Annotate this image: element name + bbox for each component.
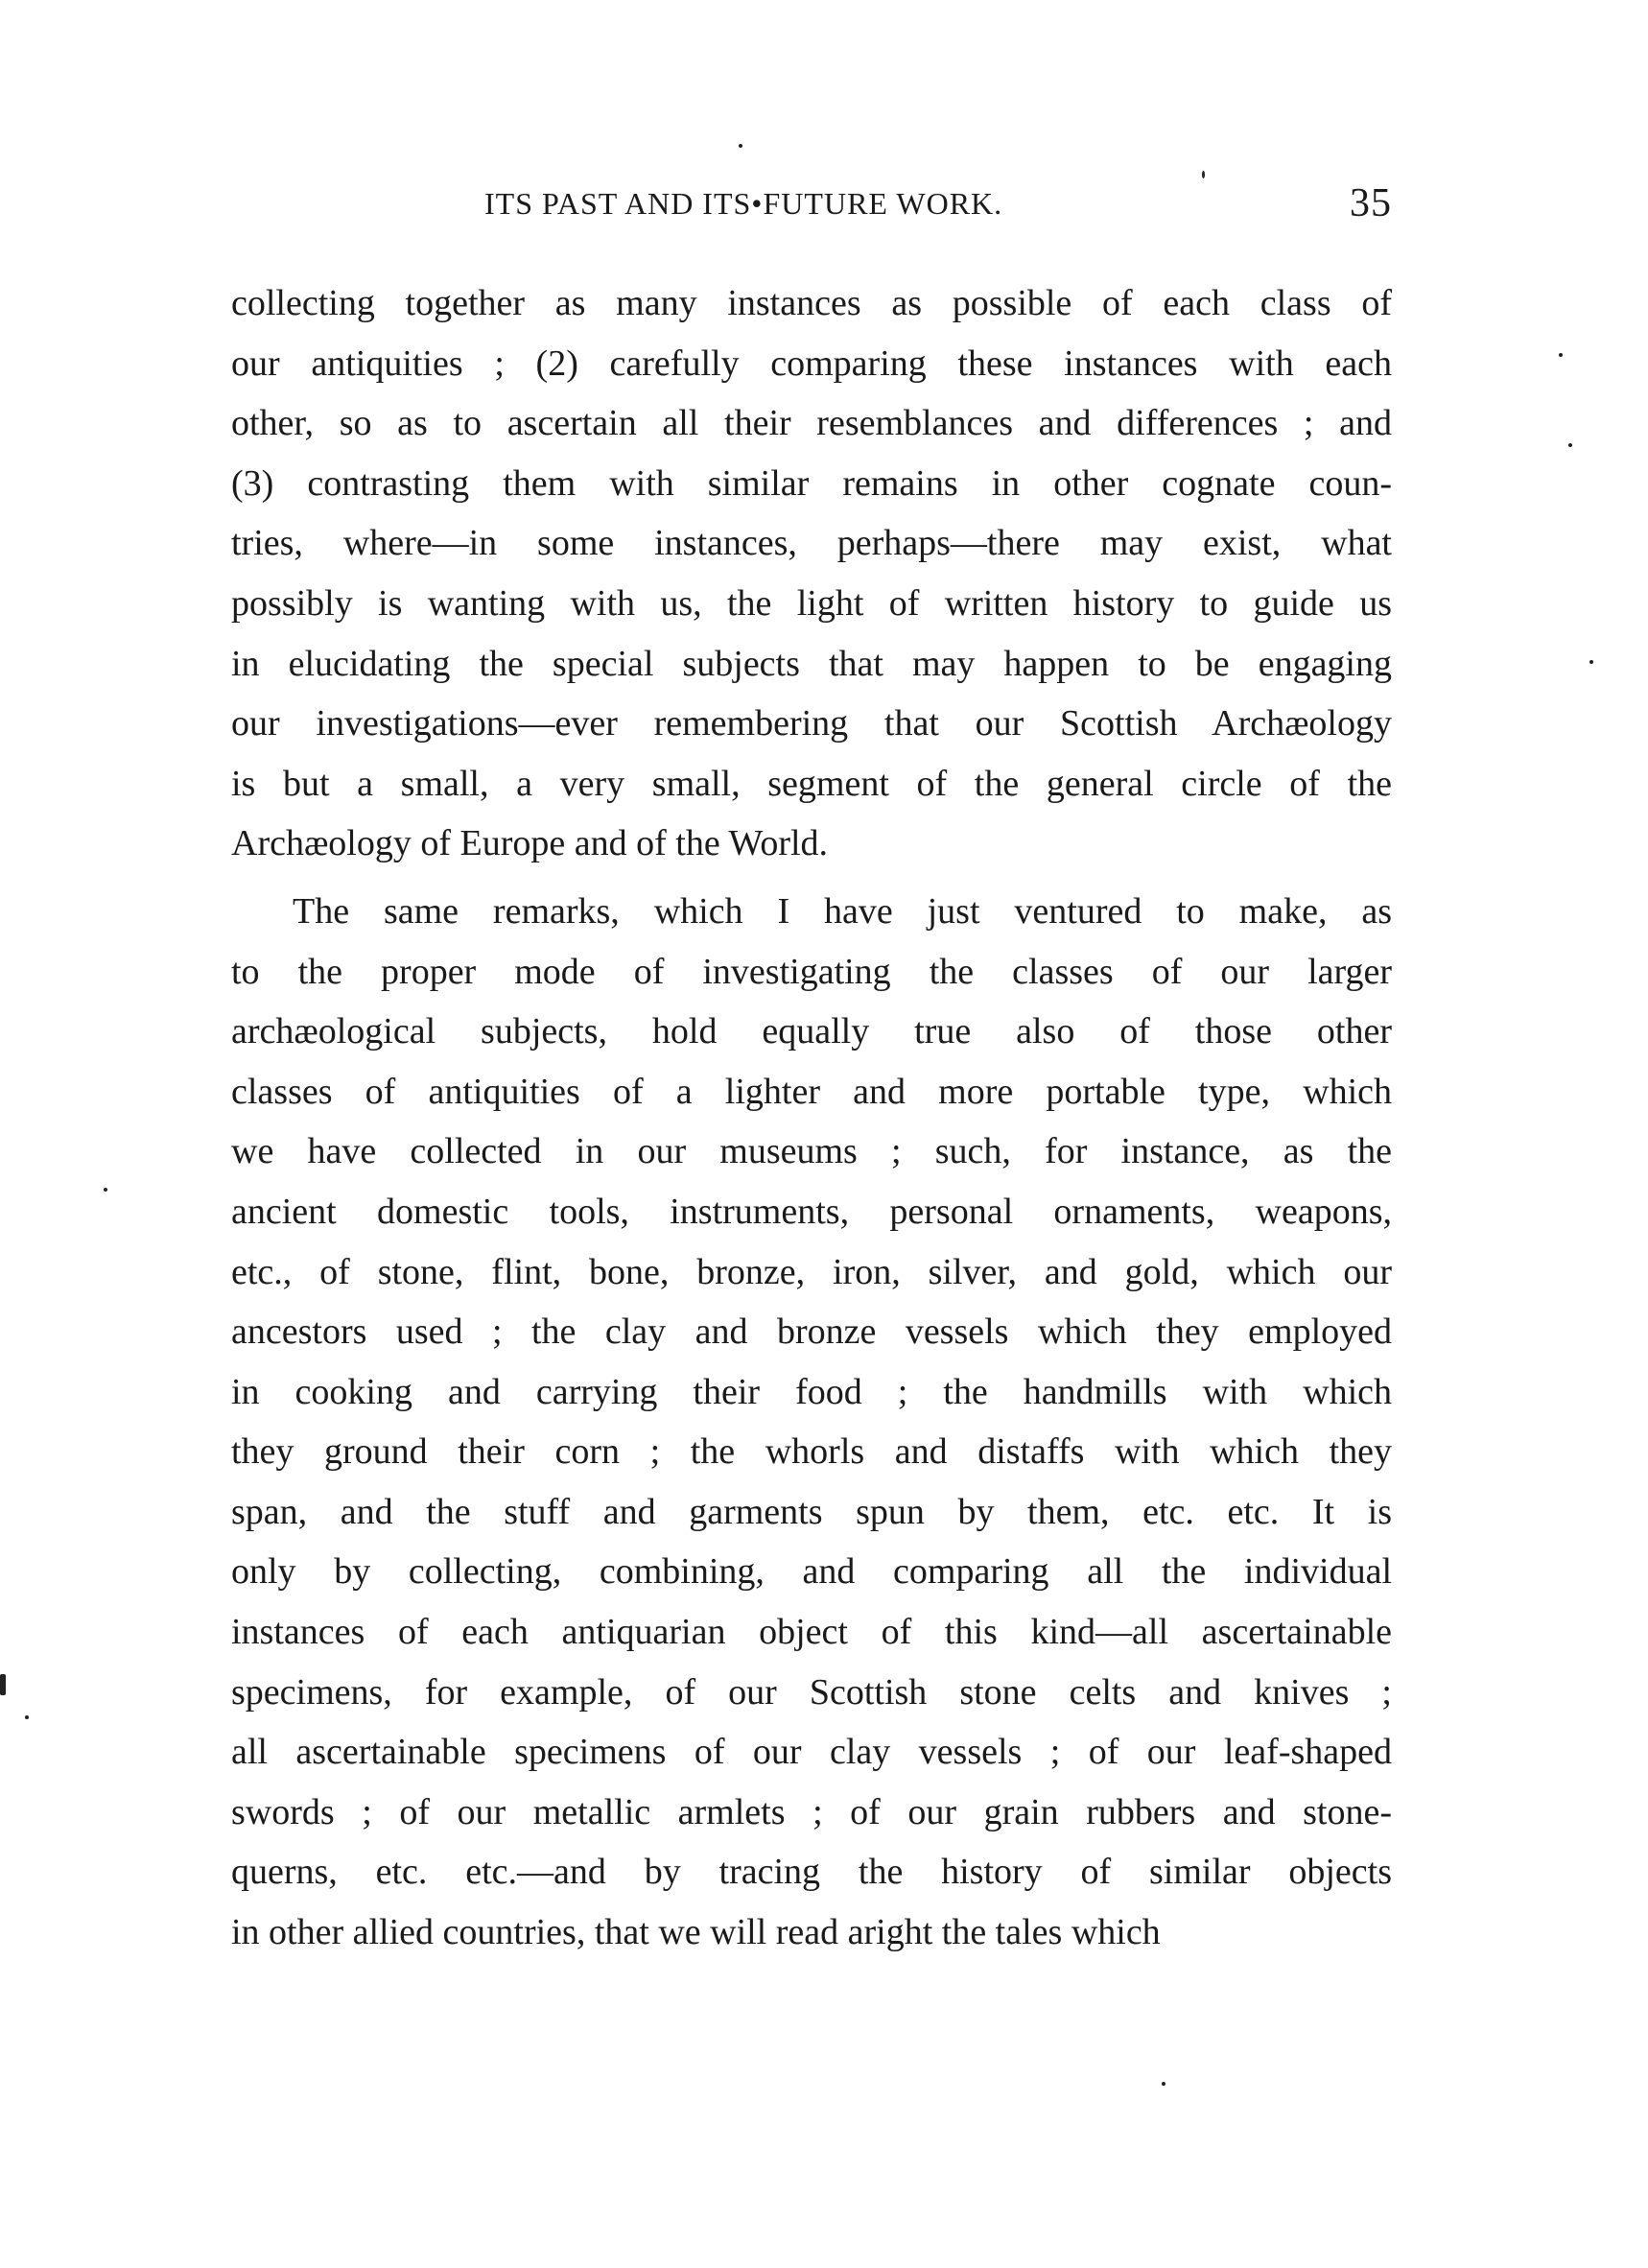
- body-text: [231, 273, 1392, 1963]
- running-head: ITS PAST AND ITS•FUTURE WORK.: [484, 186, 1003, 221]
- text-line: etc., of stone, flint, bone, bronze, iron, silver, and gold, which our: [231, 1251, 1392, 1292]
- text-line: span, and the stuff and garments spun by them, etc. etc. It is: [231, 1491, 1392, 1532]
- scan-speck: [1589, 660, 1593, 664]
- text-line: we have collected in our museums ; such, for instance, as the: [231, 1131, 1392, 1172]
- text-line: they ground their corn ; the whorls and distaffs with which they: [231, 1431, 1392, 1473]
- scan-speck: [1559, 353, 1563, 357]
- text-line: specimens, for example, of our Scottish stone celts and knives ;: [231, 1671, 1392, 1713]
- text-line: in other allied countries, that we will read aright the tales which: [231, 1912, 1161, 1953]
- page-number: 35: [1350, 181, 1392, 225]
- scan-speck: [104, 1188, 107, 1192]
- text-line: classes of antiquities of a lighter and more portable type, which: [231, 1071, 1392, 1112]
- text-line: ancestors used ; the clay and bronze vessels which they employed: [231, 1311, 1392, 1353]
- text-line: Archæology of Europe and of the World.: [231, 823, 829, 864]
- text-line: collecting together as many instances as possible of each class of: [231, 283, 1392, 323]
- scan-speck: [1202, 171, 1205, 178]
- text-line: other, so as to ascertain all their resemblances and differences ; and: [231, 403, 1392, 444]
- text-line: only by collecting, combining, and comparing all the individual: [231, 1551, 1392, 1593]
- text-line: in cooking and carrying their food ; the handmills with which: [231, 1371, 1392, 1412]
- text-line: ancient domestic tools, instruments, personal ornaments, weapons,: [231, 1191, 1392, 1232]
- text-line: instances of each antiquarian object of this kind—all ascertainable: [231, 1612, 1392, 1653]
- paragraph: [231, 273, 1392, 874]
- scan-speck: [0, 1674, 6, 1695]
- text-line: our investigations—ever remembering that our Scottish Archæology: [231, 703, 1392, 744]
- text-line: all ascertainable specimens of our clay vessels ; of our leaf-shaped: [231, 1732, 1392, 1773]
- text-line: archæological subjects, hold equally true also of those other: [231, 1011, 1392, 1052]
- text-line: querns, etc. etc.—and by tracing the history of similar objects: [231, 1852, 1392, 1893]
- scan-speck: [1568, 443, 1572, 447]
- text-line: is but a small, a very small, segment of the general circle of the: [231, 763, 1392, 804]
- text-line: tries, where—in some instances, perhaps—there may exist, what: [231, 523, 1392, 564]
- text-line: in elucidating the special subjects that may happen to be engaging: [231, 643, 1392, 684]
- page-header: [231, 180, 1392, 234]
- scan-speck: [739, 144, 742, 148]
- text-line: (3) contrasting them with similar remains in other cognate coun-: [231, 462, 1392, 504]
- text-line: our antiquities ; (2) carefully comparing these instances with each: [231, 343, 1392, 384]
- text-line: possibly is wanting with us, the light of written history to guide us: [231, 582, 1392, 624]
- text-line: to the proper mode of investigating the classes of our larger: [231, 951, 1392, 992]
- paragraph: [231, 882, 1392, 1963]
- text-line: The same remarks, which I have just ventured to make, as: [293, 890, 1392, 932]
- scan-speck: [1162, 2082, 1165, 2086]
- text-line: swords ; of our metallic armlets ; of our grain rubbers and stone-: [231, 1791, 1392, 1832]
- scan-speck: [25, 1715, 29, 1719]
